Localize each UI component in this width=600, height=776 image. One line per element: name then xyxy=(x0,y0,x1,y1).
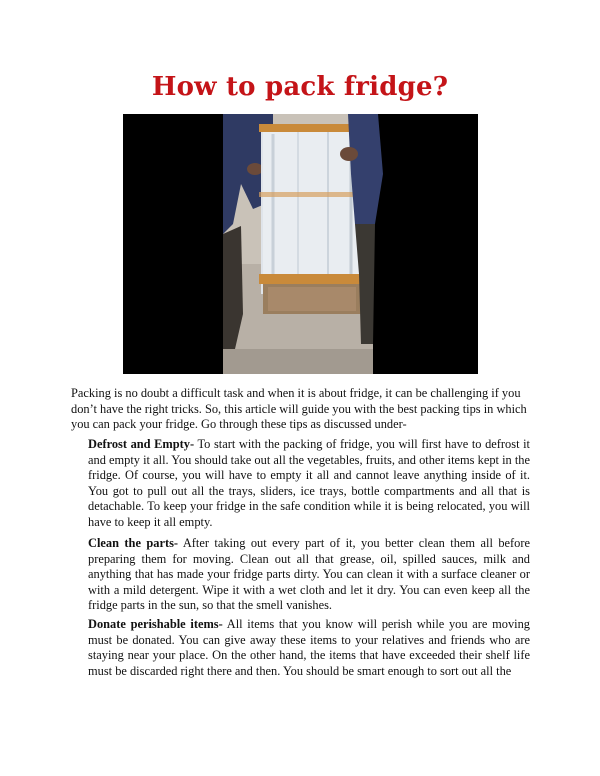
tip-text: After taking out every part of it, you better clean them all before preparing them for moving. Clean out all that grease, oil, spilled sauces, milk and anything that has made your fridge parts dirty. You can clean it with a surface cleaner or with a mild detergent. Wipe it with a wet cloth and let it dry. You can even keep all the fridge parts in the sun, so that the smell vanishes. xyxy=(88,536,530,613)
fridge-packing-photo xyxy=(123,114,478,374)
tip-donate-perishable-items xyxy=(88,617,530,679)
tip-text: All items that you know will perish while you are moving must be donated. You can give away these items to your relatives and friends who are staying near your place. On the other hand, the items that have exceeded their shelf life must be discarded right there and then. You should be smart enough to sort out all the xyxy=(88,617,530,678)
intro-paragraph: Packing is no doubt a difficult task and when it is about fridge, it can be challenging if you don’t have the right tricks. So, this article will guide you with the best packing tips in which you can pack your fridge. Go through these tips as discussed under- xyxy=(71,386,527,432)
tip-clean-the-parts xyxy=(88,536,530,614)
tip-defrost-and-empty xyxy=(88,437,530,531)
tip-heading: Defrost and Empty- xyxy=(88,437,195,451)
tip-heading: Clean the parts- xyxy=(88,536,179,550)
tip-heading: Donate perishable items- xyxy=(88,617,223,631)
tip-text: To start with the packing of fridge, you will first have to defrost it and empty it all. You should take out all the vegetables, fruits, and other items kept in the fridge. Of course, you will have to empty it all and cannot leave anything inside of it. You got to pull out all the trays, sliders, ice trays, bottle compartments and all that is detachable. To keep your fridge in the safe condition while it is being relocated, you will have to keep it all empty. xyxy=(88,437,530,529)
page-title: How to pack fridge? xyxy=(151,72,449,102)
fridge-photo-illustration xyxy=(123,114,478,374)
